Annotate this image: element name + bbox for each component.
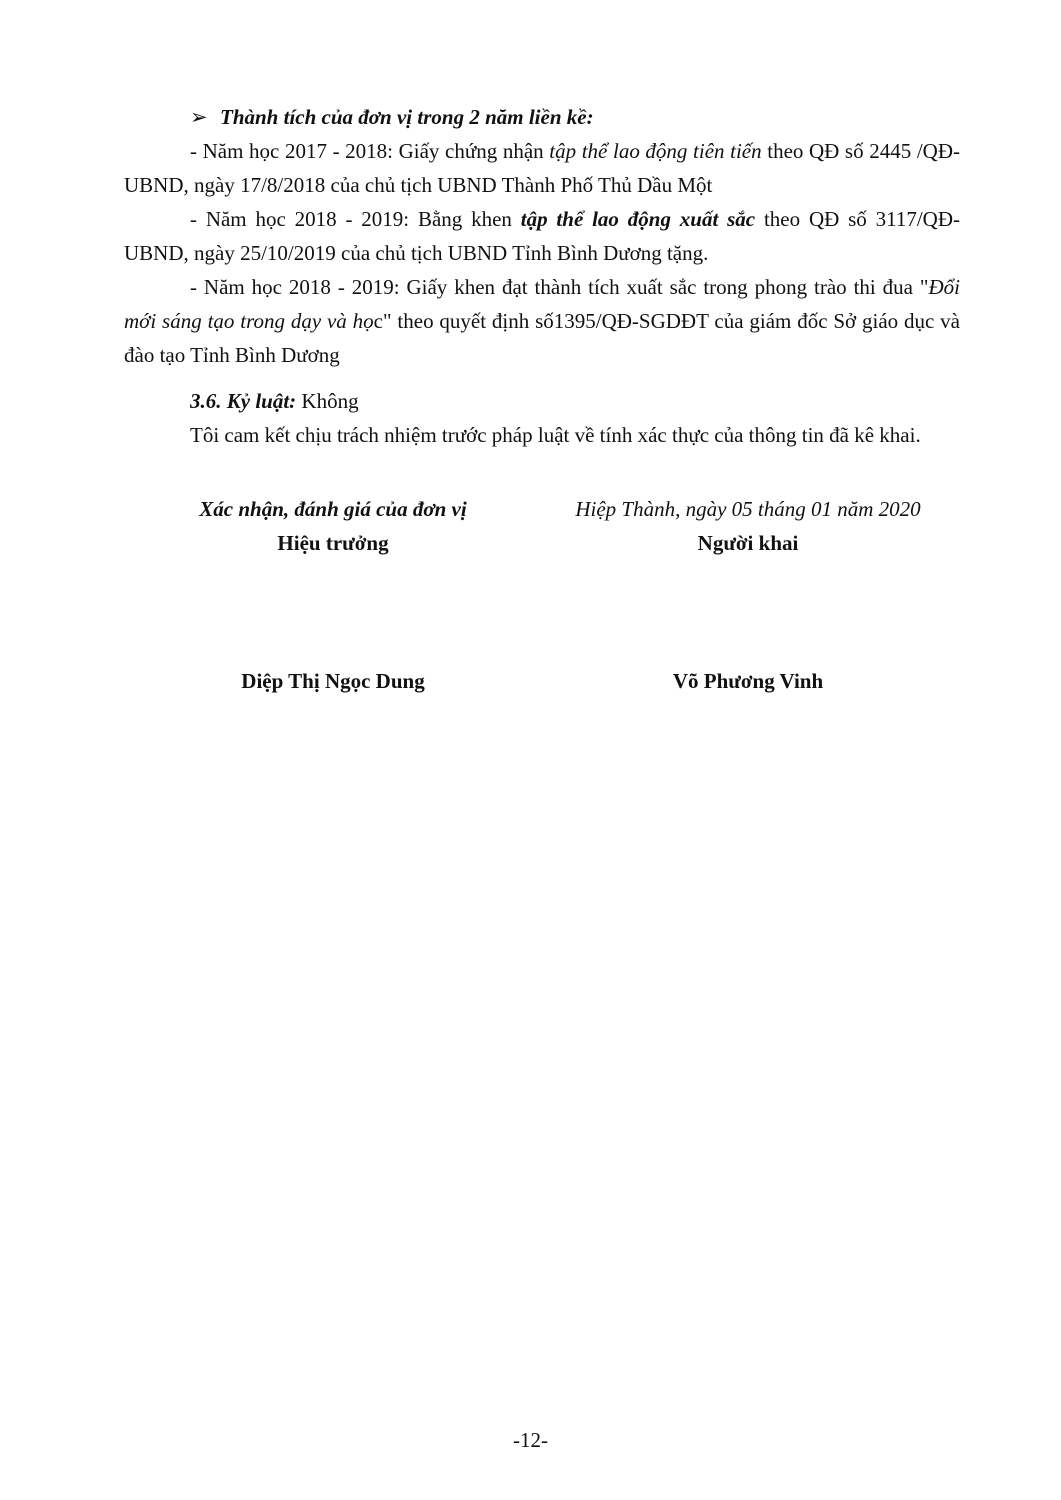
item-2-text: - Năm học 2018 - 2019: Bằng khen [190, 207, 521, 231]
achievement-item-2 [124, 202, 960, 270]
item-2-emphasis: tập thể lao động xuất sắc [520, 207, 756, 231]
item-1-emphasis: tập thể lao động tiên tiến [549, 139, 762, 163]
item-1-text: - Năm học 2017 - 2018: Giấy chứng nhận [190, 139, 550, 163]
left-signature-title: Xác nhận, đánh giá của đơn vị [199, 497, 467, 521]
signature-right [538, 492, 958, 693]
discipline-number: 3.6. [190, 389, 227, 413]
right-signature-role: Người khai [697, 531, 799, 555]
achievement-item-3 [124, 270, 960, 372]
right-signature-date: Hiệp Thành, ngày 05 tháng 01 năm 2020 [575, 497, 921, 521]
signature-left [168, 492, 498, 693]
achievement-item-1 [124, 134, 960, 202]
arrow-bullet-icon: ➢ [190, 105, 208, 129]
item-3-text: - Năm học 2018 - 2019: Giấy khen đạt thành tích xuất sắc trong phong trào thi đua " [190, 275, 929, 299]
document-body [124, 100, 960, 452]
left-signer-name: Diệp Thị Ngọc Dung [241, 669, 425, 693]
item-3-emphasis: Đổi mới sáng tạo trong dạy và họ [124, 275, 960, 333]
signature-block [124, 492, 960, 712]
item-2-rest: theo QĐ số 3117/QĐ-UBND, ngày 25/10/2019 của chủ tịch UBND Tỉnh Bình Dương tặng. [124, 207, 960, 265]
discipline-label: Kỷ luật: [226, 389, 297, 413]
section-heading [190, 100, 960, 134]
left-signature-role: Hiệu trưởng [277, 531, 389, 555]
heading-text: Thành tích của đơn vị trong 2 năm liền kề: [220, 105, 594, 129]
item-1-rest: theo QĐ số 2445 /QĐ-UBND, ngày 17/8/2018 của chủ tịch UBND Thành Phố Thủ Dầu Một [124, 139, 960, 197]
page-number: -12- [513, 1428, 548, 1452]
discipline-line [124, 384, 960, 418]
item-3-rest: c" theo quyết định số1395/QĐ-SGDĐT của giám đốc Sở giáo dục và đào tạo Tỉnh Bình Dương [124, 309, 960, 367]
spacer [124, 372, 960, 384]
discipline-value: Không [296, 389, 359, 413]
right-signer-name: Võ Phương Vinh [672, 669, 824, 693]
commitment-statement: Tôi cam kết chịu trách nhiệm trước pháp luật về tính xác thực của thông tin đã kê khai. [190, 423, 921, 447]
